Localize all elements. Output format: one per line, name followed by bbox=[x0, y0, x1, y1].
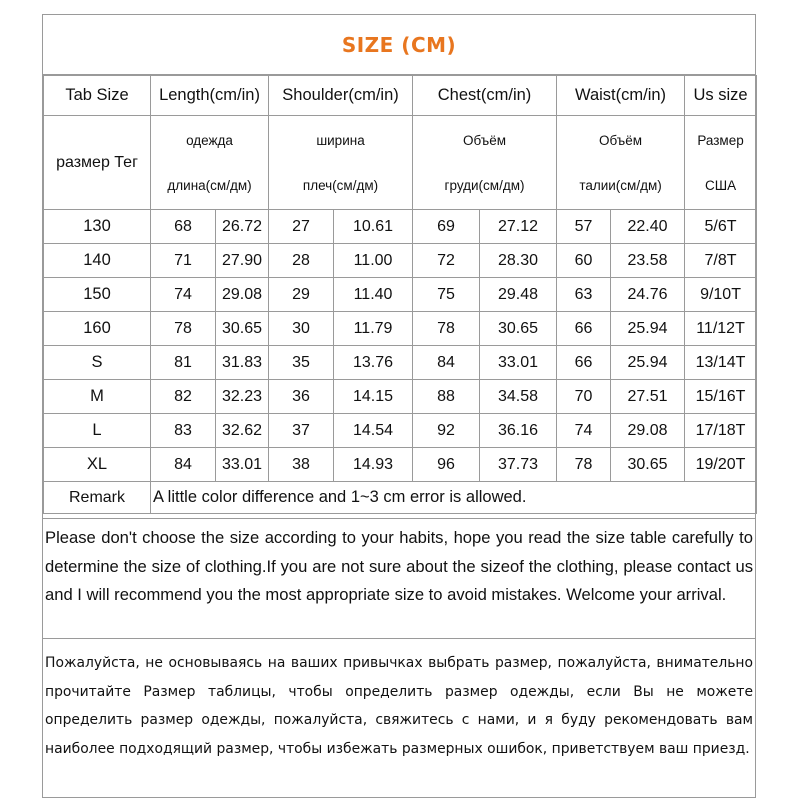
subheader-us-line2: США bbox=[704, 177, 737, 193]
header-row bbox=[44, 76, 757, 116]
cell-size: S bbox=[44, 346, 151, 380]
table-row bbox=[44, 346, 757, 380]
header-waist: Waist(cm/in) bbox=[557, 76, 685, 116]
cell-chest-cm: 69 bbox=[413, 210, 480, 244]
subheader-us bbox=[685, 116, 757, 210]
cell-size: L bbox=[44, 414, 151, 448]
note-english: Please don't choose the size according to your habits, hope you read the size table carefully to determine the size of clothing.If you are not sure about the sizeof the clothing, please contact us and I will recommend you the most appropriate size to avoid mistakes. Welcome your arrival. bbox=[43, 518, 755, 637]
cell-shoulder-in: 14.15 bbox=[334, 380, 413, 414]
subheader-shoulder-line2: плеч(см/дм) bbox=[302, 177, 379, 193]
cell-length-cm: 78 bbox=[151, 312, 216, 346]
cell-size: 140 bbox=[44, 244, 151, 278]
header-shoulder: Shoulder(cm/in) bbox=[269, 76, 413, 116]
cell-waist-in: 25.94 bbox=[611, 346, 685, 380]
cell-length-cm: 74 bbox=[151, 278, 216, 312]
cell-length-in: 30.65 bbox=[216, 312, 269, 346]
cell-waist-cm: 66 bbox=[557, 312, 611, 346]
cell-waist-cm: 57 bbox=[557, 210, 611, 244]
cell-shoulder-cm: 28 bbox=[269, 244, 334, 278]
cell-length-cm: 84 bbox=[151, 448, 216, 482]
subheader-tab-size: размер Тег bbox=[44, 116, 151, 210]
cell-waist-cm: 60 bbox=[557, 244, 611, 278]
subheader-chest-line1: Объём bbox=[463, 132, 507, 148]
cell-chest-in: 30.65 bbox=[480, 312, 557, 346]
cell-shoulder-cm: 35 bbox=[269, 346, 334, 380]
cell-shoulder-in: 13.76 bbox=[334, 346, 413, 380]
cell-shoulder-cm: 30 bbox=[269, 312, 334, 346]
header-chest: Chest(cm/in) bbox=[413, 76, 557, 116]
remark-text: A little color difference and 1~3 cm error is allowed. bbox=[151, 482, 757, 514]
cell-size: 130 bbox=[44, 210, 151, 244]
cell-size: 160 bbox=[44, 312, 151, 346]
cell-shoulder-in: 11.00 bbox=[334, 244, 413, 278]
cell-waist-in: 27.51 bbox=[611, 380, 685, 414]
subheader-waist bbox=[557, 116, 685, 210]
cell-us: 5/6T bbox=[685, 210, 757, 244]
cell-size: 150 bbox=[44, 278, 151, 312]
cell-length-cm: 82 bbox=[151, 380, 216, 414]
cell-chest-cm: 88 bbox=[413, 380, 480, 414]
page-title: SIZE (CM) bbox=[43, 15, 755, 75]
note-russian: Пожалуйста, не основываясь на ваших привычках выбрать размер, пожалуйста, внимательно прочитайте Размер таблицы, чтобы определить размер одежды, если Вы не можете определить размер одежды, пожалуйста, свяжитесь с нами, и я буду рекомендовать вам наиболее подходящий размер, чтобы избежать размерных ошибок, приветствуем ваш приезд. bbox=[43, 638, 755, 798]
cell-size: XL bbox=[44, 448, 151, 482]
cell-chest-in: 28.30 bbox=[480, 244, 557, 278]
size-chart bbox=[42, 14, 756, 798]
cell-chest-cm: 75 bbox=[413, 278, 480, 312]
cell-chest-in: 37.73 bbox=[480, 448, 557, 482]
table-row bbox=[44, 414, 757, 448]
cell-us: 9/10T bbox=[685, 278, 757, 312]
cell-length-cm: 83 bbox=[151, 414, 216, 448]
cell-shoulder-cm: 29 bbox=[269, 278, 334, 312]
cell-chest-in: 36.16 bbox=[480, 414, 557, 448]
cell-shoulder-in: 14.54 bbox=[334, 414, 413, 448]
cell-us: 15/16T bbox=[685, 380, 757, 414]
subheader-length bbox=[151, 116, 269, 210]
table-row bbox=[44, 244, 757, 278]
cell-length-cm: 81 bbox=[151, 346, 216, 380]
remark-row bbox=[44, 482, 757, 514]
cell-waist-cm: 70 bbox=[557, 380, 611, 414]
cell-length-in: 33.01 bbox=[216, 448, 269, 482]
cell-chest-cm: 84 bbox=[413, 346, 480, 380]
cell-chest-cm: 78 bbox=[413, 312, 480, 346]
cell-waist-in: 22.40 bbox=[611, 210, 685, 244]
cell-length-cm: 68 bbox=[151, 210, 216, 244]
cell-chest-cm: 96 bbox=[413, 448, 480, 482]
cell-chest-in: 33.01 bbox=[480, 346, 557, 380]
cell-waist-in: 25.94 bbox=[611, 312, 685, 346]
cell-chest-in: 27.12 bbox=[480, 210, 557, 244]
subheader-us-line1: Размер bbox=[697, 132, 744, 148]
cell-shoulder-in: 11.40 bbox=[334, 278, 413, 312]
cell-shoulder-cm: 27 bbox=[269, 210, 334, 244]
cell-shoulder-in: 10.61 bbox=[334, 210, 413, 244]
cell-size: M bbox=[44, 380, 151, 414]
cell-shoulder-cm: 37 bbox=[269, 414, 334, 448]
cell-length-cm: 71 bbox=[151, 244, 216, 278]
cell-shoulder-in: 14.93 bbox=[334, 448, 413, 482]
cell-waist-in: 30.65 bbox=[611, 448, 685, 482]
cell-us: 19/20T bbox=[685, 448, 757, 482]
cell-length-in: 29.08 bbox=[216, 278, 269, 312]
header-tab-size: Tab Size bbox=[44, 76, 151, 116]
table-row bbox=[44, 380, 757, 414]
table-row bbox=[44, 278, 757, 312]
remark-label: Remark bbox=[44, 482, 151, 514]
cell-chest-cm: 72 bbox=[413, 244, 480, 278]
subheader-length-line2: длина(см/дм) bbox=[167, 177, 252, 193]
header-length: Length(cm/in) bbox=[151, 76, 269, 116]
cell-length-in: 26.72 bbox=[216, 210, 269, 244]
table-row bbox=[44, 210, 757, 244]
table-row bbox=[44, 448, 757, 482]
cell-waist-cm: 74 bbox=[557, 414, 611, 448]
cell-waist-cm: 66 bbox=[557, 346, 611, 380]
subheader-chest bbox=[413, 116, 557, 210]
subheader-shoulder bbox=[269, 116, 413, 210]
subheader-row bbox=[44, 116, 757, 210]
cell-chest-cm: 92 bbox=[413, 414, 480, 448]
cell-length-in: 31.83 bbox=[216, 346, 269, 380]
cell-us: 7/8T bbox=[685, 244, 757, 278]
cell-us: 11/12T bbox=[685, 312, 757, 346]
cell-waist-in: 23.58 bbox=[611, 244, 685, 278]
cell-waist-cm: 63 bbox=[557, 278, 611, 312]
table-row bbox=[44, 312, 757, 346]
cell-length-in: 32.23 bbox=[216, 380, 269, 414]
cell-length-in: 32.62 bbox=[216, 414, 269, 448]
cell-chest-in: 34.58 bbox=[480, 380, 557, 414]
cell-chest-in: 29.48 bbox=[480, 278, 557, 312]
cell-us: 17/18T bbox=[685, 414, 757, 448]
subheader-shoulder-line1: ширина bbox=[316, 132, 365, 148]
cell-shoulder-in: 11.79 bbox=[334, 312, 413, 346]
cell-shoulder-cm: 36 bbox=[269, 380, 334, 414]
subheader-waist-line1: Объём bbox=[599, 132, 643, 148]
cell-shoulder-cm: 38 bbox=[269, 448, 334, 482]
cell-length-in: 27.90 bbox=[216, 244, 269, 278]
cell-waist-in: 24.76 bbox=[611, 278, 685, 312]
subheader-chest-line2: груди(см/дм) bbox=[444, 177, 525, 193]
cell-waist-cm: 78 bbox=[557, 448, 611, 482]
size-table bbox=[43, 75, 757, 514]
cell-waist-in: 29.08 bbox=[611, 414, 685, 448]
cell-us: 13/14T bbox=[685, 346, 757, 380]
header-us-size: Us size bbox=[685, 76, 757, 116]
subheader-waist-line2: талии(см/дм) bbox=[579, 177, 662, 193]
subheader-length-line1: одежда bbox=[186, 132, 233, 148]
